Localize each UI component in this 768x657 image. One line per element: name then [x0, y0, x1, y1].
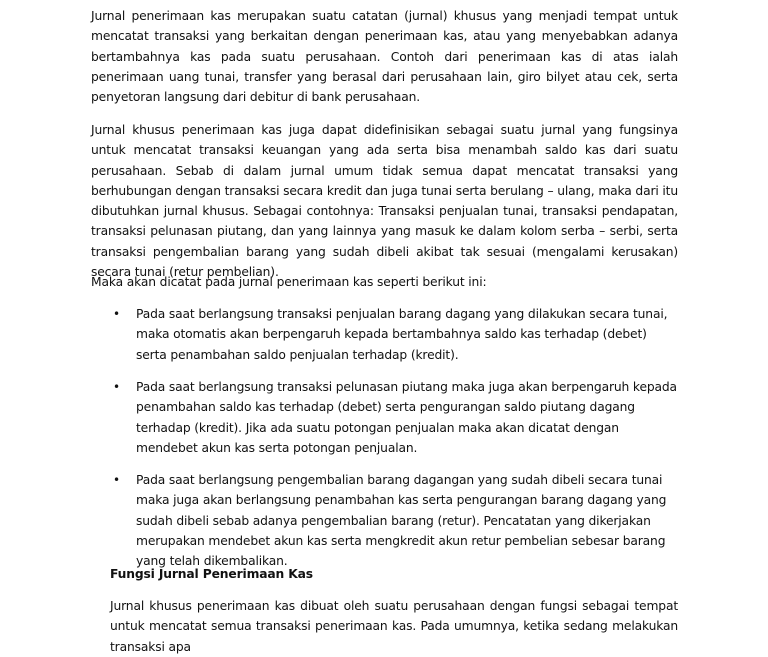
bullet-list-3	[108, 470, 678, 571]
list-item	[108, 304, 678, 365]
list-item	[108, 377, 678, 458]
paragraph-intro: Jurnal penerimaan kas merupakan suatu catatan (jurnal) khusus yang menjadi tempat untuk mencatat transaksi yang berkaitan dengan penerimaan kas, atau yang menyebabkan adanya bertambahnya kas pada suatu perusahaan. Contoh dari penerimaan kas di atas ialah penerimaan uang tunai, transfer yang berasal dari perusahaan lain, giro bilyet atau cek, serta penyetoran langsung dari debitur di bank perusahaan.	[91, 9, 678, 105]
paragraph-function: Jurnal khusus penerimaan kas dibuat oleh suatu perusahaan dengan fungsi sebagai tempat untuk mencatat semua transaksi penerimaan kas. Pada umumnya, ketika sedang melakukan transaksi apa	[110, 599, 678, 654]
section-heading: Fungsi Jurnal Penerimaan Kas	[110, 567, 313, 581]
list-item-text: Pada saat berlangsung transaksi pelunasan piutang maka juga akan berpengaruh kepada penambahan saldo kas terhadap (debet) serta pengurangan saldo piutang dagang terhadap (kredit). Jika ada suatu potongan penjualan maka akan dicatat dengan mendebet akun kas serta potongan penjualan.	[136, 380, 677, 455]
bullet-icon: •	[113, 380, 120, 394]
list-item-text: Pada saat berlangsung transaksi penjualan barang dagang yang dilakukan secara tunai, maka otomatis akan berpengaruh kepada bertambahnya saldo kas terhadap (debet) serta penambahan saldo penjualan terhadap (kredit).	[136, 307, 668, 362]
list-item	[108, 470, 678, 571]
bullet-list-1	[108, 304, 678, 365]
bullet-icon: •	[113, 307, 120, 321]
bullet-list-2	[108, 377, 678, 458]
bullet-icon: •	[113, 473, 120, 487]
paragraph-definition: Jurnal khusus penerimaan kas juga dapat didefinisikan sebagai suatu jurnal yang fungsinya untuk mencatat transaksi keuangan yang ada serta bisa menambah saldo kas dari suatu perusahaan. Sebab di dalam jurnal umum tidak semua dapat mencatat transaksi yang berhubungan dengan transaksi secara kredit dan juga tunai serta berulang – ulang, maka dari itu dibutuhkan jurnal khusus. Sebagai contohnya: Transaksi penjualan tunai, transaksi pendapatan, transaksi pelunasan piutang, dan yang lainnya yang masuk ke dalam kolom serba – serbi, serta transaksi pengembalian barang yang sudah dibeli akibat tak sesuai (mengalami kerusakan) secara tunai (retur pembelian).	[91, 123, 678, 280]
list-item-text: Pada saat berlangsung pengembalian barang dagangan yang sudah dibeli secara tunai maka juga akan berlangsung penambahan kas serta pengurangan barang dagang yang sudah dibeli sebab adanya pengembalian barang (retur). Pencatatan yang dikerjakan merupakan mendebet akun kas serta mengkredit akun retur pembelian sebesar barang yang telah dikembalikan.	[136, 473, 667, 569]
paragraph-list-intro: Maka akan dicatat pada jurnal penerimaan kas seperti berikut ini:	[91, 275, 487, 289]
